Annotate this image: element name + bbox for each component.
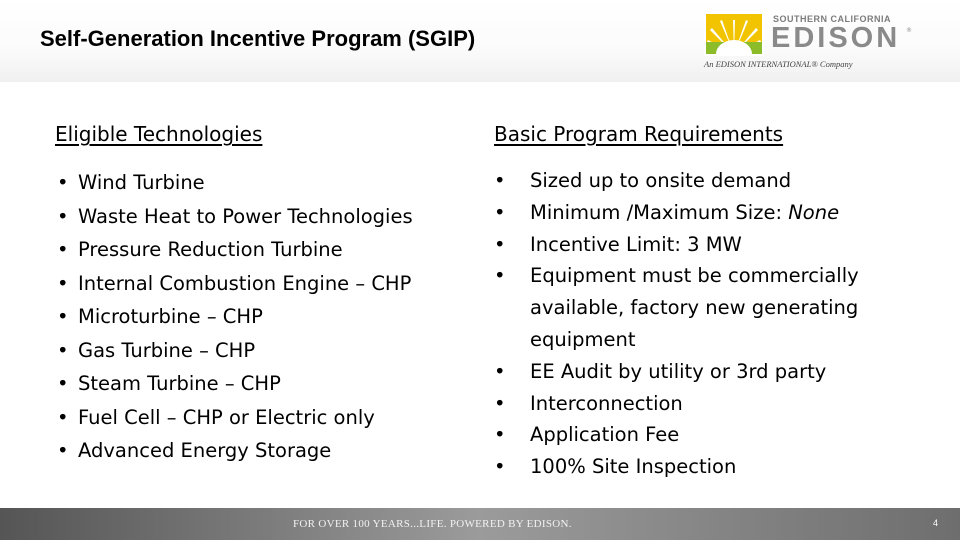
list-item: [494, 197, 934, 229]
list-item: [494, 356, 934, 388]
footer-tagline: FOR OVER 100 YEARS...LIFE. POWERED BY EDISON.: [293, 518, 572, 530]
eligible-technologies-list: [57, 166, 487, 468]
list-item: • Steam Turbine – CHP: [57, 367, 487, 401]
logo-wordmark: EDISON: [771, 22, 901, 54]
list-item: • Gas Turbine – CHP: [57, 334, 487, 368]
page-number: 4: [932, 518, 938, 528]
footer-band: [0, 508, 960, 540]
requirement-text: Minimum /Maximum Size:: [530, 200, 789, 224]
requirement-text: Equipment must be commercially available, factory new generating equipment: [530, 264, 859, 351]
requirement-text: Incentive Limit: 3 MW: [530, 232, 742, 256]
list-item: • Pressure Reduction Turbine: [57, 233, 487, 267]
slide-title: Self-Generation Incentive Program (SGIP): [40, 26, 476, 51]
eligible-technologies-heading: Eligible Technologies: [55, 122, 263, 146]
list-item: • Microturbine – CHP: [57, 300, 487, 334]
program-requirements-list: [494, 165, 934, 483]
list-item: [494, 260, 934, 355]
requirement-text: Sized up to onsite demand: [530, 169, 792, 192]
requirement-text: EE Audit by utility or 3rd party: [530, 359, 827, 383]
list-item: [494, 388, 934, 420]
list-item: [494, 451, 934, 483]
requirement-text: Interconnection: [530, 391, 683, 415]
list-item: • Fuel Cell – CHP or Electric only: [57, 401, 487, 435]
list-item: [494, 229, 934, 261]
list-item: • Wind Turbine: [57, 166, 487, 200]
list-item: • Waste Heat to Power Technologies: [57, 200, 487, 234]
requirement-text: 100% Site Inspection: [530, 455, 737, 479]
requirement-text: Application Fee: [530, 423, 680, 447]
list-item: • Advanced Energy Storage: [57, 434, 487, 468]
logo-tagline: An EDISON INTERNATIONAL® Company: [704, 59, 853, 69]
logo-top-line: SOUTHERN CALIFORNIA: [773, 14, 891, 24]
list-item: [494, 165, 934, 197]
list-item: • Internal Combustion Engine – CHP: [57, 267, 487, 301]
sunburst-logo-icon: [704, 12, 764, 56]
requirement-emphasis: None: [788, 200, 840, 224]
program-requirements-heading: Basic Program Requirements: [494, 122, 784, 146]
list-item: [494, 419, 934, 451]
logo-registered-mark: ®: [906, 27, 912, 34]
edison-logo: [704, 12, 914, 70]
